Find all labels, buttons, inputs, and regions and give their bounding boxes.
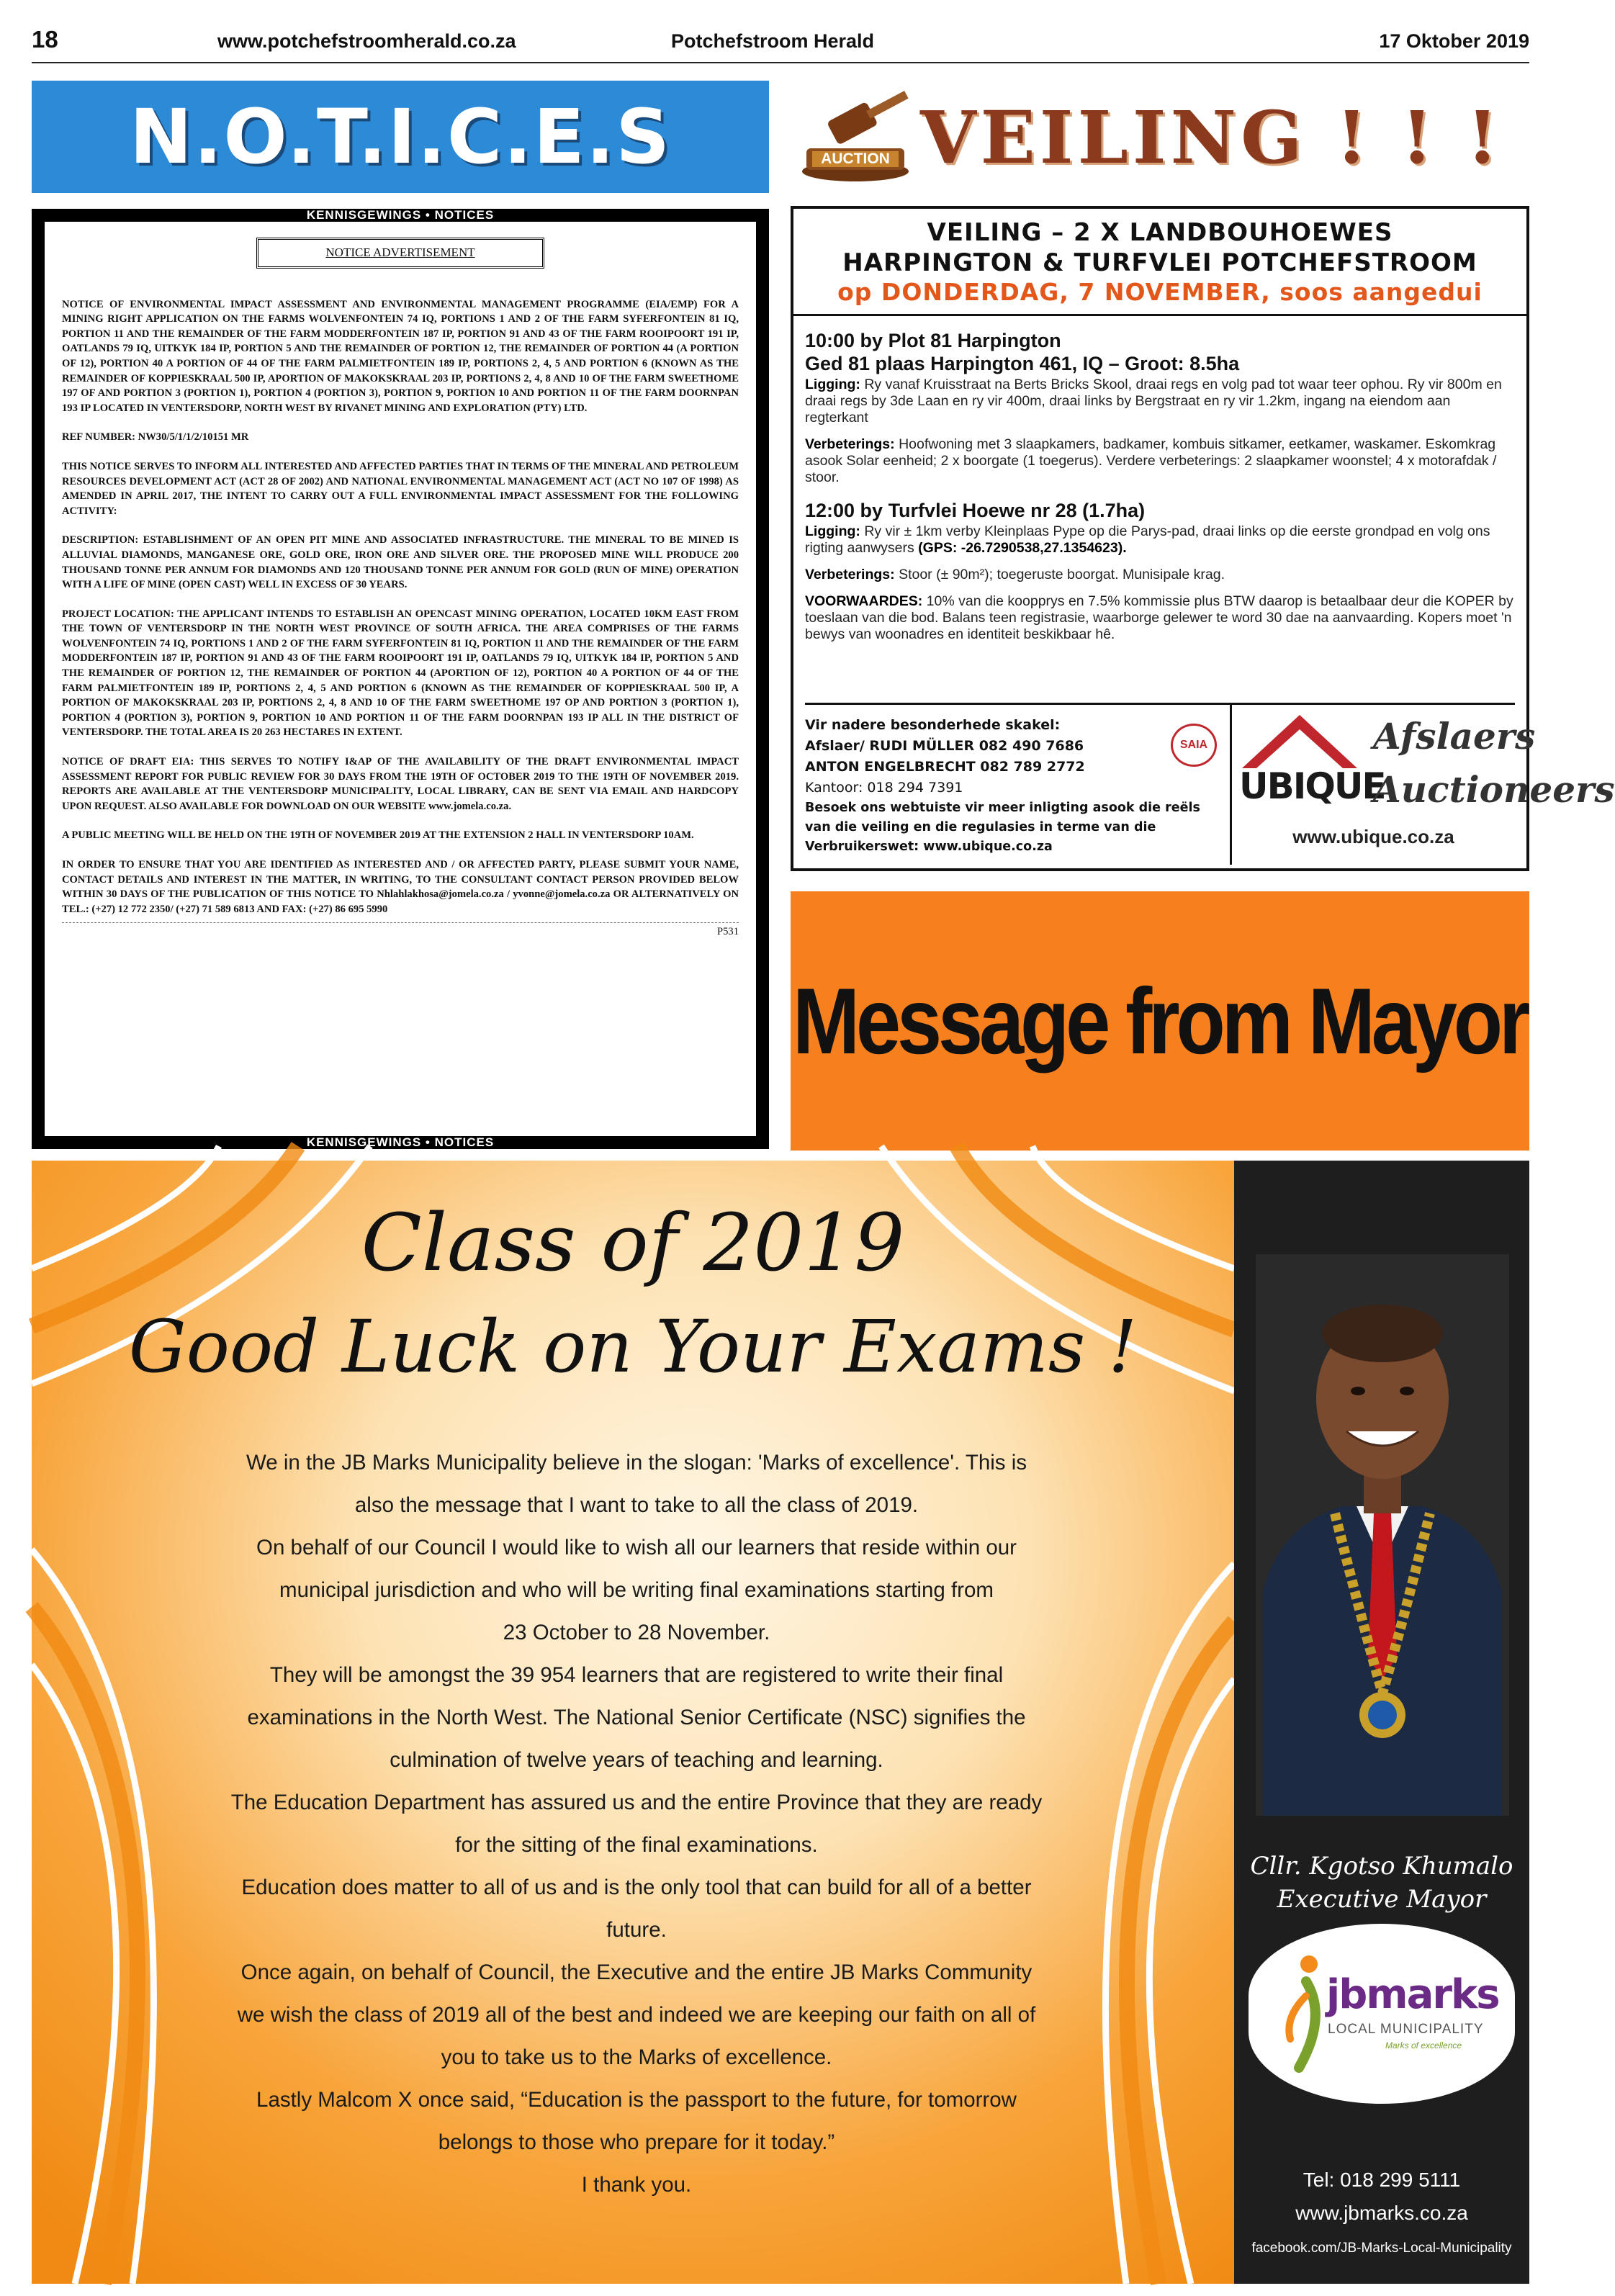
municipality-website[interactable]: www.jbmarks.co.za (1295, 2202, 1468, 2224)
mayor-panel (1234, 1161, 1529, 2284)
lot2-ligging: Ligging: Ry vir ± 1km verby Kleinplaas Pype op die Parys-pad, draai links op die eerste grondpad en volg ons rigting aanwysers (GPS: -26.7290538,27.1354623). (805, 523, 1490, 556)
jbmarks-logo (1249, 1924, 1515, 2104)
notices-banner: N.O.T.I.C.E.S (32, 81, 769, 193)
contact-line: Kantoor: 018 294 7391 (805, 780, 963, 796)
veiling-title: VEILING ! ! ! (920, 95, 1503, 180)
municipality-tel: Tel: 018 299 5111 (1303, 2169, 1461, 2191)
message-line: Lastly Malcom X once said, “Education is the passport to the future, for tomorrow (256, 2088, 1017, 2112)
notice-paragraph: A PUBLIC MEETING WILL BE HELD ON THE 19TH OF NOVEMBER 2019 AT THE EXTENSION 2 HALL IN VENTERSDORP 10AM. (62, 829, 694, 842)
message-line: We in the JB Marks Municipality believe in the slogan: 'Marks of excellence'. This is (246, 1451, 1027, 1475)
auction-notice (791, 206, 1615, 871)
contact-line: Besoek ons webtuiste vir meer inligting asook die reëls van die veiling en die regulasies in terme van die Verbruikerswet: www.ubique.co.za (805, 801, 1200, 854)
roof-icon (1242, 712, 1357, 770)
auction-contact (805, 703, 1615, 863)
ubique-auctioneers: Auctioneers (1373, 768, 1615, 811)
message-line: you to take us to the Marks of excellence. (441, 2045, 832, 2069)
notice-paragraph: PROJECT LOCATION: THE APPLICANT INTENDS TO ESTABLISH AN OPENCAST MINING OPERATION, LOCATED 10KM EAST FROM THE TOWN OF VENTERSDORP IN THE NORTH WEST PROVINCE OF SOUTH AFRICA. THE AREA COMPRISES OF THE FARMS WOLVENFONTEIN 74 IQ, PORTIONS 1 AND 2 OF THE FARM SYFERFONTEIN 81 IQ, PORTION 11 AND THE REMAINDER OF THE FARM MODDERFONTEIN 187 IP, PORTION 91 AND 43 OF THE FARM ROOIPOORT 191 IP, OATLANDS 79 IQ, UITKYK 184 IP, PORTION 5 AND THE REMAINDER OF PORTION 12, THE REMAINDER OF PORTION 44 (APORTION OF 12), PORTION 40 A PORTION OF 44 OF THE FARM PALMIETFONTEIN 189 IP, PORTIONS 2, 4, 5 AND PORTION 6 (KNOWN AS THE REMAINDER OF KOPPIESKRAAL 500 IP, A PORTION OF MAKOKSKRAAL 203 IP, PORTIONS 2, 4, 8 AND 10 OF THE FARM SWEETHOME 197 OP AND PORTION 3 (PORTION 1), PORTION 4 (PORTION 3), PORTION 9, PORTION 10 AND PORTION 11 OF THE FARM DOORNPAN 193 IP ALL IN THE DISTRICT OF VENTERSDORP. THE TOTAL AREA IS 20 263 HECTARES IN EXTENT. (62, 608, 739, 739)
message-line: municipal jurisdiction and who will be writing final examinations starting from (279, 1578, 994, 1602)
contact-text (805, 715, 1230, 857)
auction-headline-1: VEILING – 2 X LANDBOUHOEWES (927, 218, 1393, 247)
lot2-time: 12:00 by Turfvlei Hoewe nr 28 (1.7ha) (805, 500, 1146, 521)
notice-band-top: KENNISGEWINGS • NOTICES (306, 208, 495, 222)
message-line: Education does matter to all of us and is the only tool that can build for all of a better (241, 1876, 1032, 1899)
message-line: I thank you. (581, 2173, 692, 2197)
ubique-afslaers: Afslaers (1373, 715, 1536, 757)
message-line: 23 October to 28 November. (503, 1621, 770, 1644)
auction-headline-2: HARPINGTON & TURFVLEI POTCHEFSTROOM (842, 248, 1477, 277)
good-luck-title: Good Luck on Your Exams ! (128, 1305, 1138, 1389)
mayor-message-box (791, 891, 1529, 1151)
message-line: belongs to those who prepare for it today.” (438, 2130, 835, 2154)
notice-ref-code: P531 (62, 922, 739, 940)
paper-name: Potchefstroom Herald (671, 30, 875, 52)
notice-box (32, 209, 769, 1149)
notice-paragraph: THIS NOTICE SERVES TO INFORM ALL INTERESTED AND AFFECTED PARTIES THAT IN TERMS OF THE MINERAL AND PETROLEUM RESOURCES DEVELOPMENT ACT (ACT 28 OF 2002) AND NATIONAL ENVIRONMENTAL MANAGEMENT ACT (ACT NO 107 OF 1998) AS AMENDED IN APRIL 2017, THE INTENT TO CARRY OUT A FULL ENVIRONMENTAL IMPACT ASSESSMENT FOR THE FOLLOWING ACTIVITY: (62, 460, 739, 517)
notice-band-bottom: KENNISGEWINGS • NOTICES (306, 1135, 495, 1149)
lot1-ligging: Ligging: Ry vanaf Kruisstraat na Berts Bricks Skool, draai regs en volg pad tot waar teer ophou. Ry vir 800m en draai regs by 3de Laan en ry vir 400m, draai links by Bergstraat en ry vir 1.2km, ingang na eiendom aan regterkant (805, 377, 1502, 426)
lot1-time: 10:00 by Plot 81 Harpington (805, 330, 1061, 351)
contact-line: Afslaer/ RUDI MÜLLER 082 490 7686 (805, 738, 1084, 754)
page-number: 18 (32, 26, 58, 53)
exam-advert-main (32, 1161, 1234, 2284)
veiling-header (791, 81, 1529, 193)
notice-heading: NOTICE ADVERTISEMENT (256, 238, 544, 269)
notice-paragraph: REF NUMBER: NW30/5/1/1/2/10151 MR (62, 431, 249, 444)
jbmarks-tagline: Marks of excellence (1385, 2040, 1462, 2050)
lot1-sub: Ged 81 plaas Harpington 461, IQ – Groot: 8.5ha (805, 353, 1240, 374)
message-line: They will be amongst the 39 954 learners that are registered to write their final (269, 1663, 1004, 1687)
ubique-website[interactable]: www.ubique.co.za (1292, 826, 1454, 847)
auction-conditions: VOORWAARDES: 10% van die koopprys en 7.5% kommissie plus BTW daarop is betaalbaar deur die KOPER by toeslaan van die bod. Balans teen registrasie, waarborge gelewer te word 30 dae na aanvaarding. Kopers moet 'n bewys van woonadres en identiteit beskikbaar hê. (805, 593, 1513, 642)
message-line: we wish the class of 2019 all of the best and indeed we are keeping our faith on all of (237, 2003, 1036, 2027)
jbmarks-sub: LOCAL MUNICIPALITY (1328, 2022, 1484, 2037)
gavel-label: AUCTION (821, 150, 890, 167)
mayor-portrait (1256, 1254, 1509, 1816)
issue-date: 17 Oktober 2019 (1379, 30, 1529, 52)
lot1-verbeterings: Verbeterings: Hoofwoning met 3 slaapkamers, badkamer, kombuis sitkamer, eetkamer, waskamer. Eskomkrag asook Solar eenheid; 2 x boorgate (1 toegerus). Verdere verbeterings: 2 slaapkamer woonstel; 4 x motorafdak / stoor. (805, 436, 1497, 485)
message-line: Once again, on behalf of Council, the Executive and the entire JB Marks Community (240, 1960, 1033, 1984)
message-line: The Education Department has assured us and the entire Province that they are ready (230, 1791, 1043, 1814)
message-line: future. (606, 1918, 667, 1942)
notice-paragraph: IN ORDER TO ENSURE THAT YOU ARE IDENTIFIED AS INTERESTED AND / OR AFFECTED PARTY, PLEASE SUBMIT YOUR NAME, CONTACT DETAILS AND INTEREST IN THE MATTER, IN WRITING, TO THE CONSULTANT CONTACT PERSON PROVIDED BELOW WITHIN 30 DAYS OF THE PUBLICATION OF THIS NOTICE TO Nhlahlakhosa@jomela.co.za / yvonne@jomela.co.za OR ALTERNATIVELY ON TEL.: (+27) 12 772 2350/ (+27) 71 589 6813 AND FAX: (+27) 86 695 5990 (62, 859, 739, 915)
contact-line: ANTON ENGELBRECHT 082 789 2772 (805, 759, 1085, 775)
municipality-facebook[interactable]: facebook.com/JB-Marks-Local-Municipality (1251, 2241, 1512, 2256)
gavel-icon (798, 91, 913, 184)
notice-paragraph: NOTICE OF ENVIRONMENTAL IMPACT ASSESSMENT AND ENVIRONMENTAL MANAGEMENT PROGRAMME (EIA/EMP) FOR A MINING RIGHT APPLICATION ON THE FARMS WOLVENFONTEIN 74 IQ, PORTIONS 1 AND 2 OF THE FARM SYFERFONTEIN 81 IQ, PORTION 11 AND THE REMAINDER OF THE FARM MODDERFONTEIN 187 IP, PORTION 91 AND 43 OF THE FARM ROOIPOORT 191 IP, OATLANDS 79 IQ, UITKYK 184 IP, PORTION 5 AND THE REMAINDER OF PORTION 12, THE REMAINDER OF PORTION 44 (A PORTION OF 12), PORTION 40 A PORTION OF 44 OF THE FARM PALMIETFONTEIN 189 IP, PORTIONS 2, 4, 5 AND PORTION 6 (KNOWN AS THE REMAINDER OF KOPPIESKRAAL 500 IP, APORTION OF MAKOKSKRAAL 203 IP, PORTIONS 2, 4, 8 AND 10 OF THE FARM SWEETHOME 197 OF AND PORTION 3 (PORTION 1), PORTION 4 (PORTION 3), PORTION 9, PORTION 10 AND PORTION 11 OF THE FARM DOORNPAN 193 IP LOCATED IN VENTERSDORP, NORTH WEST BY RIVANET MINING AND EXPLORATION (PTY) LTD. (62, 298, 739, 414)
message-line: also the message that I want to take to all the class of 2019. (354, 1493, 919, 1517)
website-link[interactable]: www.potchefstroomherald.co.za (217, 30, 516, 52)
notice-paragraph: DESCRIPTION: ESTABLISHMENT OF AN OPEN PIT MINE AND ASSOCIATED INFRASTRUCTURE. THE MINERAL TO BE MINED IS ALLUVIAL DIAMONDS, MANGANESE ORE, GOLD ORE, IRON ORE AND SILVER ORE. THE PROPOSED MINE WILL PRODUCE 200 THOUSAND TONNE PER ANNUM FOR DIAMONDS AND 120 THOUSAND TONNE PER ANNUM FOR GOLD (RUN OF MINE) OPERATION WITH A LIFE OF MINE (OPEN CAST) WELL IN EXCESS OF 30 YEARS. (62, 534, 739, 591)
lot2-verbeterings: Verbeterings: Stoor (± 90m²); toegeruste boorgat. Munisipale krag. (805, 567, 1225, 582)
mayor-title: Executive Mayor (1277, 1885, 1487, 1914)
ubique-name: UBIQUE (1239, 765, 1385, 807)
ubique-logo (1230, 705, 1615, 865)
auction-date: op DONDERDAG, 7 NOVEMBER, soos aangedui (837, 278, 1483, 306)
notice-body (45, 222, 756, 1136)
mayor-message-title: Message from Mayor (793, 968, 1527, 1073)
exam-advert (32, 1161, 1529, 2284)
contact-line: Vir nadere besonderhede skakel: (805, 717, 1061, 733)
message-line: culmination of twelve years of teaching and learning. (390, 1748, 883, 1772)
exam-message (132, 1441, 1141, 2206)
saia-logo: SAIA (1171, 724, 1217, 767)
masthead (32, 23, 1529, 63)
message-line: On behalf of our Council I would like to wish all our learners that reside within our (256, 1536, 1017, 1559)
message-line: examinations in the North West. The National Senior Certificate (NSC) signifies the (247, 1706, 1026, 1729)
message-line: for the sitting of the final examinations. (455, 1833, 818, 1857)
jbmarks-name: jbmarks (1326, 1971, 1499, 2018)
notice-paragraph: NOTICE OF DRAFT EIA: THIS SERVES TO NOTIFY I&AP OF THE AVAILABILITY OF THE DRAFT ENVIRONMENTAL IMPACT ASSESSMENT REPORT FOR PUBLIC REVIEW FOR 30 DAYS FROM THE 19TH OF OCTOBER 2019 TO THE 19TH OF NOVEMBER 2019. REPORTS ARE AVAILABLE AT THE VENTERSDORP MUNICIPALITY, LOCAL LIBRARY, CAN BE SENT VIA EMAIL AND HARDCOPY UPON REQUEST. ALSO AVAILABLE FOR DOWNLOAD ON OUR WEBSITE www.jomela.co.za. (62, 756, 739, 812)
mayor-name: Cllr. Kgotso Khumalo (1250, 1852, 1513, 1881)
class-of-2019-title: Class of 2019 (361, 1197, 905, 1289)
